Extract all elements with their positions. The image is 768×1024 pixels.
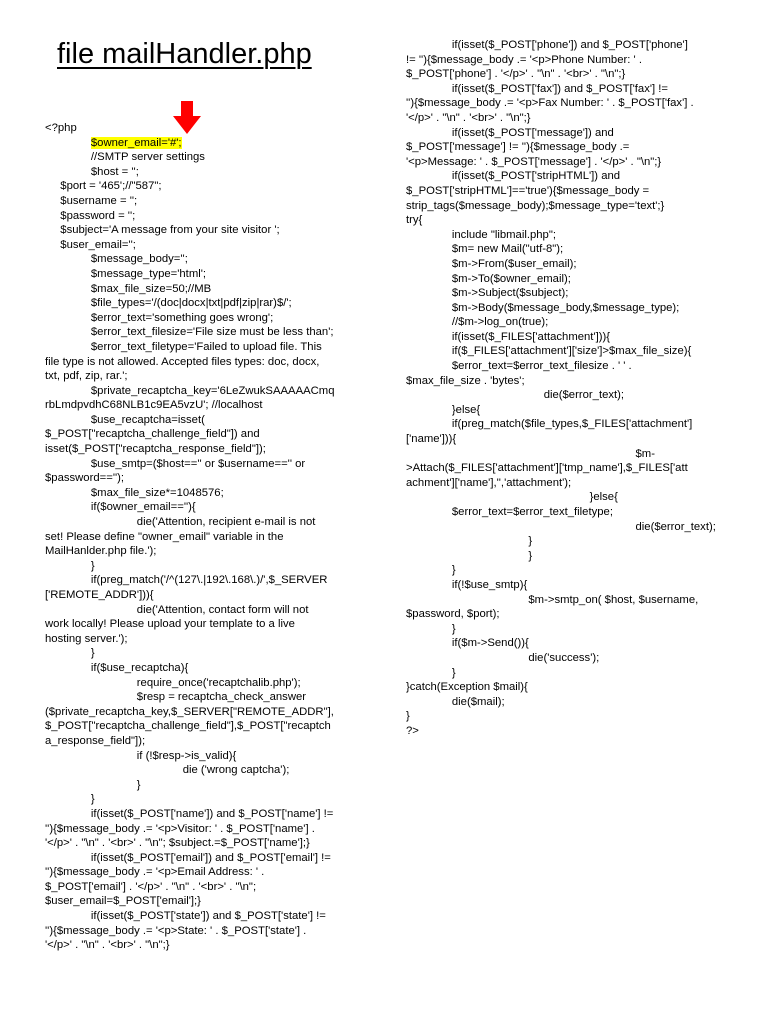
code-text: isset($_POST["recaptcha_response_field"]); (45, 443, 266, 456)
code-column-left (45, 121, 363, 953)
code-text: } (90, 559, 95, 572)
code-text: strip_tags($message_body);$message_type='text';} (406, 199, 665, 212)
code-line (406, 96, 726, 111)
code-line (45, 851, 363, 866)
code-text: $_POST['phone'] . '</p>' . "\n" . '<br>' . "\n";} (406, 68, 626, 81)
code-line (45, 398, 363, 413)
code-text: $resp = recaptcha_check_answer (136, 691, 307, 704)
code-text: } (528, 535, 533, 548)
code-line (406, 242, 726, 257)
code-text: if(isset($_POST['name']) and $_POST['name'] != (90, 807, 334, 820)
code-line (45, 121, 363, 136)
code-line (45, 763, 363, 778)
code-text: if(isset($_POST['fax']) and $_POST['fax'] != (451, 82, 669, 95)
code-text: if(preg_match('/^(127\.|192\.168\.)/',$_SERVER (90, 574, 328, 587)
code-text: } (90, 793, 95, 806)
code-text: $max_file_size*=1048576; (90, 486, 224, 499)
code-line (45, 603, 363, 618)
code-text: '<p>Message: ' . $_POST['message'] . '</p>' . "\n";} (406, 155, 662, 168)
code-text: '</p>' . "\n" . '<br>' . "\n"; $subject.=$_POST['name'];} (45, 837, 310, 850)
code-text: >Attach($_FILES['attachment']['tmp_name'],$_FILES['att (406, 462, 688, 475)
code-text: } (451, 564, 456, 577)
code-text: if($_FILES['attachment']['size']>$max_file_size){ (451, 345, 692, 358)
code-text: != ''){$message_body .= '<p>Phone Number: ' . (406, 53, 642, 66)
code-line (45, 136, 363, 151)
code-line (406, 417, 726, 432)
code-text: $m->smtp_on( $host, $username, (528, 593, 699, 606)
code-line (45, 282, 363, 297)
code-text: $m->To($owner_email); (451, 272, 571, 285)
code-line (406, 549, 726, 564)
code-text: die('success'); (528, 651, 600, 664)
code-text: try{ (406, 214, 423, 227)
code-text: $_POST['message'] != ''){$message_body .= (406, 141, 630, 154)
code-line (45, 223, 363, 238)
code-line (406, 505, 726, 520)
code-line (406, 140, 726, 155)
code-line (45, 865, 363, 880)
code-text: set! Please define "owner_email" variable in the (45, 530, 284, 543)
code-text: $error_text=$error_text_filesize . ' ' . (451, 360, 632, 373)
code-text: die($error_text); (543, 389, 625, 402)
code-line (45, 413, 363, 428)
code-text: if($use_recaptcha){ (90, 661, 189, 674)
code-text: $subject='A message from your site visitor '; (60, 224, 280, 237)
code-text: $error_text_filetype='Failed to upload file. This (90, 340, 322, 353)
code-line (45, 559, 363, 574)
code-text: work locally! Please upload your template to a live (45, 618, 295, 631)
code-column-right (406, 38, 726, 739)
code-text: '</p>' . "\n" . '<br>' . "\n";} (45, 939, 170, 952)
code-text: } (451, 622, 456, 635)
code-text: if($m->Send()){ (451, 637, 529, 650)
code-line (45, 165, 363, 180)
code-text: $host = ''; (90, 165, 139, 178)
code-line (406, 695, 726, 710)
code-text: ($private_recaptcha_key,$_SERVER["REMOTE_ADDR"], (45, 705, 334, 718)
code-text: //$m->log_on(true); (451, 316, 549, 329)
code-line (45, 894, 363, 909)
code-line (45, 179, 363, 194)
code-text: $_POST["recaptcha_challenge_field"],$_POST["recaptch (45, 720, 331, 733)
code-text: $error_text_filesize='File size must be less than'; (90, 326, 334, 339)
code-line (406, 534, 726, 549)
code-text: $user_email=''; (60, 238, 136, 251)
code-text: $_POST["recaptcha_challenge_field"]) and (45, 428, 260, 441)
code-line (45, 617, 363, 632)
code-text: }else{ (451, 403, 481, 416)
code-line (45, 369, 363, 384)
code-text: $password = ''; (60, 209, 136, 222)
code-line (406, 38, 726, 53)
code-line (406, 359, 726, 374)
code-text: //SMTP server settings (90, 151, 205, 164)
code-line (45, 749, 363, 764)
code-text: $m->From($user_email); (451, 257, 577, 270)
code-text: rbLmdpvdhC68NLB1c9EA5vzU'; //localhost (45, 399, 263, 412)
code-line (406, 315, 726, 330)
code-line (45, 544, 363, 559)
code-line (406, 111, 726, 126)
code-line (45, 442, 363, 457)
code-line (406, 520, 726, 535)
code-text: die ('wrong captcha'); (182, 764, 290, 777)
code-text: $file_types='/(doc|docx|txt|pdf|zip|rar)$/'; (90, 297, 292, 310)
code-line (406, 286, 726, 301)
code-line (45, 792, 363, 807)
code-line (406, 447, 726, 462)
code-line (406, 461, 726, 476)
code-text: '</p>' . "\n" . '<br>' . "\n";} (406, 111, 531, 124)
code-text: $m- (635, 447, 655, 460)
code-text: } (528, 549, 533, 562)
code-text: achment']['name'],'','attachment'); (406, 476, 572, 489)
code-text: } (406, 710, 410, 723)
code-text: ''){$message_body .= '<p>State: ' . $_POST['state'] . (45, 924, 307, 937)
code-text: $max_file_size=50;//MB (90, 282, 212, 295)
code-text: die($error_text); (635, 520, 716, 533)
code-line (406, 636, 726, 651)
code-line (45, 705, 363, 720)
code-text: include "libmail.php"; (451, 228, 556, 241)
highlighted-code-text: $owner_email='#'; (90, 136, 182, 149)
code-text: ['REMOTE_ADDR'])){ (45, 589, 154, 601)
code-text: $password==''); (45, 472, 125, 485)
code-text: ''){$message_body .= '<p>Visitor: ' . $_POST['name'] . (45, 822, 315, 835)
code-text: $max_file_size . 'bytes'; (406, 374, 525, 387)
code-line (406, 82, 726, 97)
code-line (406, 563, 726, 578)
code-text: require_once('recaptchalib.php'); (136, 676, 301, 689)
code-line (45, 661, 363, 676)
code-line (45, 515, 363, 530)
code-line (406, 155, 726, 170)
code-text: if (!$resp->is_valid){ (136, 749, 237, 762)
code-line (45, 719, 363, 734)
code-text: if(isset($_POST['email']) and $_POST['email'] != (90, 851, 331, 864)
code-line (45, 632, 363, 647)
code-text: $message_type='html'; (90, 267, 207, 280)
code-line (45, 296, 363, 311)
code-text: <?php (45, 122, 77, 134)
code-line (406, 184, 726, 199)
code-text: MailHanlder.php file.'); (45, 545, 157, 558)
code-text: ['name'])){ (406, 433, 457, 446)
code-line (406, 301, 726, 316)
code-text: txt, pdf, zip, rar.'; (45, 370, 128, 383)
code-line (45, 924, 363, 939)
code-text: ?> (406, 724, 419, 737)
code-line (45, 238, 363, 253)
code-line (45, 822, 363, 837)
code-text: if(isset($_FILES['attachment'])){ (451, 330, 611, 343)
code-text: $password, $port); (406, 608, 500, 621)
code-line (406, 666, 726, 681)
code-line (45, 267, 363, 282)
code-line (45, 486, 363, 501)
code-line (406, 432, 726, 447)
code-line (45, 909, 363, 924)
code-text: $use_smtp=($host=='' or $username=='' or (90, 457, 306, 470)
code-line (406, 578, 726, 593)
code-text: if($owner_email==''){ (90, 501, 196, 514)
code-line (406, 169, 726, 184)
code-line (406, 53, 726, 68)
code-text: $user_email=$_POST['email'];} (45, 895, 201, 908)
code-text: die('Attention, contact form will not (136, 603, 309, 616)
code-text: $_POST['stripHTML']=='true'){$message_body = (406, 184, 650, 197)
code-line (406, 257, 726, 272)
code-text: die($mail); (451, 695, 505, 708)
code-line (406, 228, 726, 243)
code-text: $_POST['email'] . '</p>' . "\n" . '<br>' . "\n"; (45, 880, 257, 893)
code-line (45, 836, 363, 851)
code-line (406, 651, 726, 666)
code-line (406, 709, 726, 724)
code-text: $m->Subject($subject); (451, 287, 569, 300)
code-text: $use_recaptcha=isset( (90, 413, 205, 426)
code-line (45, 500, 363, 515)
code-line (406, 388, 726, 403)
document-title: file mailHandler.php (57, 38, 312, 70)
code-text: a_response_field"]); (45, 734, 146, 747)
code-line (45, 457, 363, 472)
code-text: if(isset($_POST['stripHTML']) and (451, 170, 621, 183)
code-text: ''){$message_body .= '<p>Fax Number: ' . $_POST['fax'] . (406, 97, 694, 110)
code-text: if(isset($_POST['phone']) and $_POST['phone'] (451, 39, 688, 51)
code-line (45, 471, 363, 486)
code-text: ''){$message_body .= '<p>Email Address: ' . (45, 866, 265, 879)
code-line (45, 384, 363, 399)
code-line (406, 67, 726, 82)
code-line (406, 476, 726, 491)
code-line (45, 588, 363, 603)
code-text: $m->Body($message_body,$message_type); (451, 301, 680, 314)
code-text: if(!$use_smtp){ (451, 578, 528, 591)
code-text: } (451, 666, 456, 679)
code-line (406, 593, 726, 608)
code-text: }catch(Exception $mail){ (406, 681, 528, 694)
code-text: if(preg_match($file_types,$_FILES['attachment'] (451, 418, 693, 431)
code-line (45, 530, 363, 545)
code-text: $private_recaptcha_key='6LeZwukSAAAAACmq (90, 384, 335, 397)
code-text: $port = '465';//"587"; (60, 180, 162, 193)
code-line (45, 427, 363, 442)
code-line (45, 938, 363, 953)
code-line (45, 807, 363, 822)
code-text: file type is not allowed. Accepted files types: doc, docx, (45, 355, 320, 368)
code-line (45, 311, 363, 326)
code-line (45, 252, 363, 267)
code-text: $m= new Mail("utf-8"); (451, 243, 564, 256)
code-text: } (136, 778, 141, 791)
code-line (45, 734, 363, 749)
code-line (406, 126, 726, 141)
code-line (406, 374, 726, 389)
code-line (406, 607, 726, 622)
code-line (406, 199, 726, 214)
code-line (406, 490, 726, 505)
code-line (45, 150, 363, 165)
code-line (45, 340, 363, 355)
code-line (45, 778, 363, 793)
code-text: $username = ''; (60, 194, 138, 207)
code-line (45, 880, 363, 895)
code-line (406, 213, 726, 228)
code-line (406, 344, 726, 359)
code-line (45, 676, 363, 691)
code-line (45, 194, 363, 209)
code-line (406, 330, 726, 345)
code-text: hosting server.'); (45, 632, 128, 645)
code-line (406, 680, 726, 695)
code-line (406, 724, 726, 739)
code-text: $error_text=$error_text_filetype; (451, 506, 613, 518)
code-line (45, 355, 363, 370)
code-text: if(isset($_POST['message']) and (451, 126, 614, 139)
code-text: if(isset($_POST['state']) and $_POST['state'] != (90, 910, 326, 923)
code-text: $message_body=''; (90, 253, 188, 266)
code-line (45, 325, 363, 340)
code-text: }else{ (589, 491, 618, 504)
code-text: $error_text='something goes wrong'; (90, 311, 274, 324)
code-text: die('Attention, recipient e-mail is not (136, 516, 316, 529)
code-text: } (90, 647, 95, 660)
code-line (406, 622, 726, 637)
code-line (45, 573, 363, 588)
code-line (406, 272, 726, 287)
code-line (406, 403, 726, 418)
code-line (45, 209, 363, 224)
code-line (45, 690, 363, 705)
code-line (45, 646, 363, 661)
